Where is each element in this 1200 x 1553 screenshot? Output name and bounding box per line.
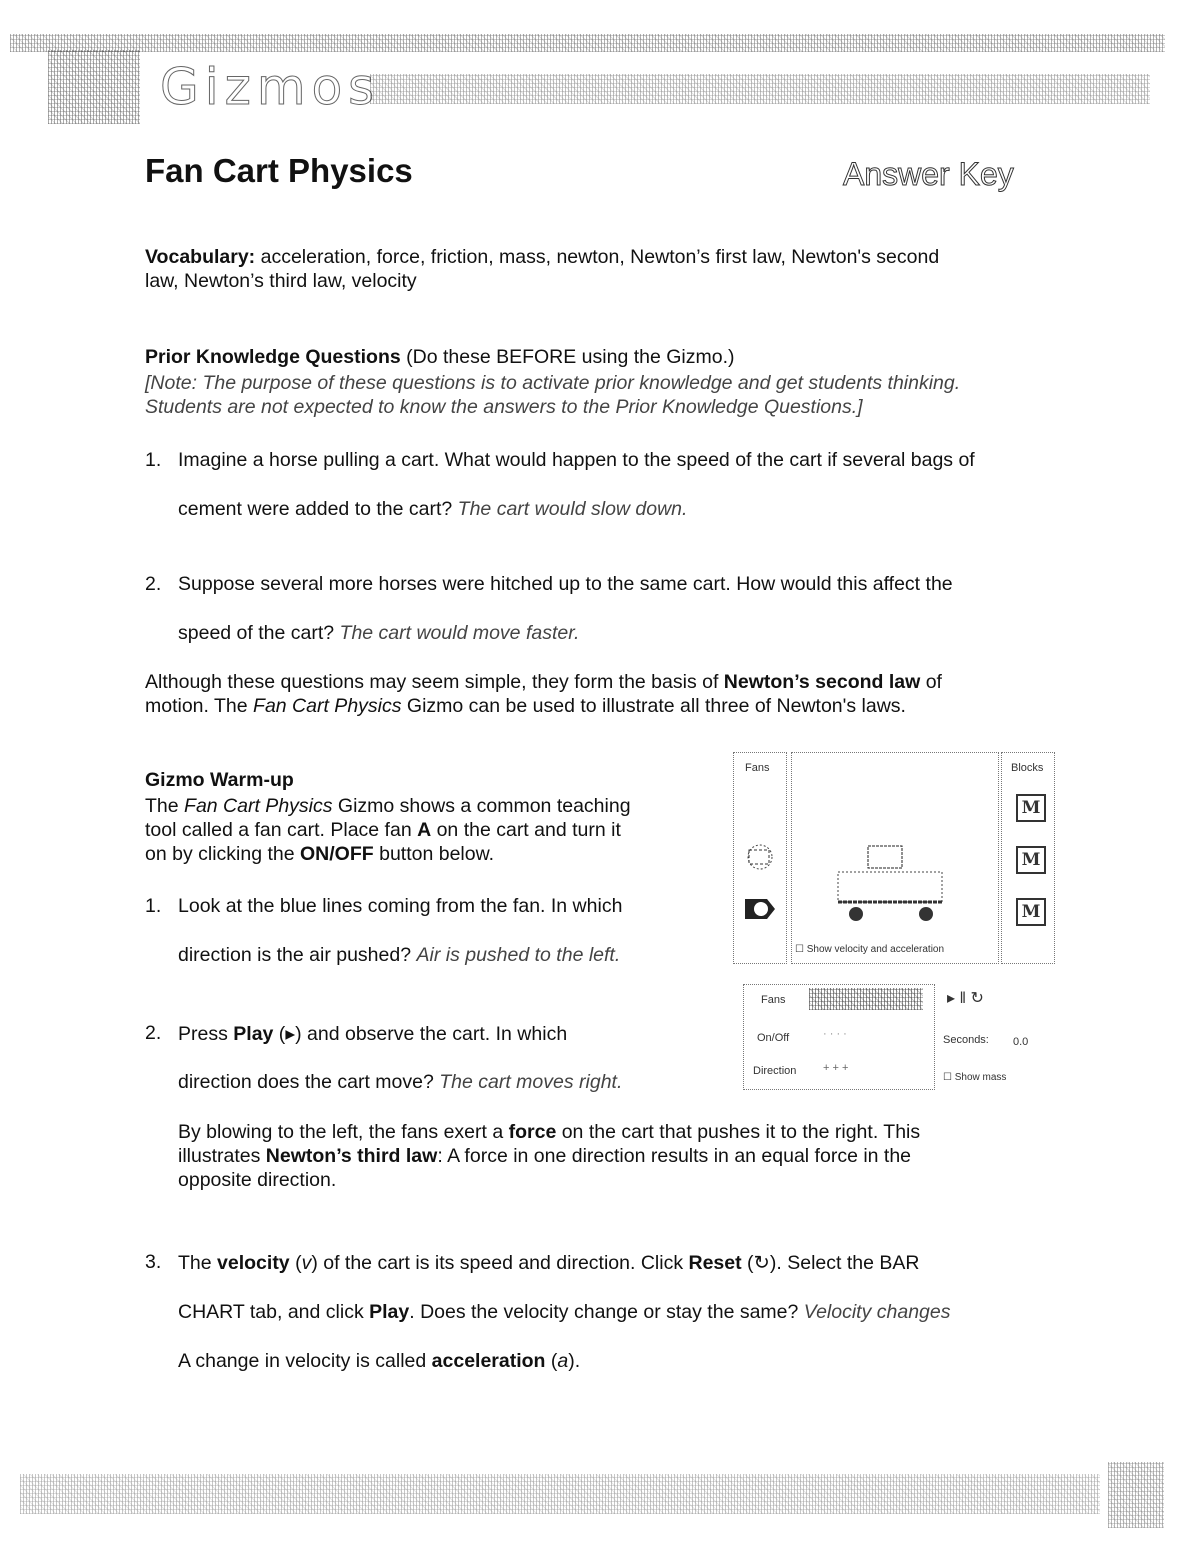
warmup-q3-number: 3. <box>145 1251 162 1273</box>
prior-note-line2: Students are not expected to know the answers to the Prior Knowledge Questions.] <box>145 396 863 418</box>
fans-label: Fans <box>745 762 770 774</box>
outro-bold-term: Newton’s second law <box>723 671 921 693</box>
q3-f: ( <box>741 1252 754 1274</box>
scan-footer-band <box>20 1474 1100 1514</box>
q3-l3a: A change in velocity is called <box>178 1350 432 1372</box>
play-icon: ▸ <box>285 1023 296 1045</box>
warmup-q1-line2 <box>178 944 620 967</box>
fan-b-icon <box>743 842 777 872</box>
third-law-a: By blowing to the left, the fans exert a <box>178 1121 509 1143</box>
q3-acceleration: acceleration <box>431 1350 546 1372</box>
footer-logo-icon <box>1108 1462 1164 1528</box>
q3-l3c: ( <box>545 1350 558 1372</box>
warmup-q2-d: ) and observe the cart. In which <box>295 1023 568 1045</box>
show-mass-label: Show mass <box>954 1072 1007 1083</box>
outro-line2-b: Gizmo can be used to illustrate all three of Newton's laws. <box>401 695 906 717</box>
warmup-l1b: Gizmo shows a common teaching <box>332 795 631 817</box>
warmup-q1-answer: Air is pushed to the left. <box>416 944 621 966</box>
fan-cart-icon <box>828 844 948 934</box>
playback-controls[interactable]: ▸ ‖ ↻ <box>947 990 984 1007</box>
vocabulary-line2: law, Newton’s third law, velocity <box>145 270 417 292</box>
third-law-force: force <box>508 1121 557 1143</box>
q3-play: Play <box>369 1301 410 1323</box>
prior-q2-line2 <box>178 622 579 645</box>
warmup-q3-line3 <box>178 1350 580 1373</box>
warmup-q3-line2 <box>178 1301 950 1324</box>
q3-v: v <box>301 1252 312 1274</box>
warmup-l3a: on by clicking the <box>145 843 301 865</box>
warmup-l2a: tool called a fan cart. Place fan <box>145 819 418 841</box>
mass-block-2[interactable]: M <box>1016 846 1046 874</box>
outro-text-2: of <box>920 671 942 693</box>
outro-line2-a: motion. The <box>145 695 254 717</box>
newton-third-law-paragraph <box>178 1120 1038 1192</box>
prior-note-line1: [Note: The purpose of these questions is to activate prior knowledge and get students thinking. <box>145 372 961 394</box>
warmup-q1-question-end: direction is the air pushed? <box>178 944 417 966</box>
warmup-q2-c: ( <box>273 1023 286 1045</box>
gizmos-logo-text: Gizmos <box>160 58 381 116</box>
q3-c: ( <box>289 1252 302 1274</box>
seconds-label: Seconds: <box>943 1034 989 1046</box>
warmup-q2-a: Press <box>178 1023 234 1045</box>
show-mass-checkbox[interactable]: ☐ Show mass <box>943 1072 1007 1083</box>
vocabulary-line1: acceleration, force, friction, mass, newton, Newton’s first law, Newton's second <box>255 246 940 268</box>
seconds-value: 0.0 <box>1013 1036 1029 1048</box>
warmup-gizmo-name: Fan Cart Physics <box>184 795 333 817</box>
warmup-onoff: ON/OFF <box>300 843 374 865</box>
warmup-l1a: The <box>145 795 185 817</box>
prior-q1-line2 <box>178 498 687 521</box>
fan-tabs-strip[interactable] <box>809 988 923 1010</box>
warmup-q2-question-end: direction does the cart move? <box>178 1071 440 1093</box>
gizmo-figure <box>733 752 1055 1092</box>
q3-a-symbol: a <box>557 1350 569 1372</box>
warmup-q2-line2 <box>178 1071 622 1094</box>
q3-l2c: . Does the velocity change or stay the same? <box>409 1301 804 1323</box>
q3-a: The <box>178 1252 218 1274</box>
outro-text-1: Although these questions may seem simple, they form the basis of <box>145 671 724 693</box>
q3-g: ). Select the BAR <box>769 1252 920 1274</box>
prior-q1-number: 1. <box>145 449 162 471</box>
prior-q2-question-end: speed of the cart? <box>178 622 340 644</box>
warmup-q1-line1: Look at the blue lines coming from the fan. In which <box>178 895 623 917</box>
warmup-intro <box>145 794 690 866</box>
warmup-q2-line1 <box>178 1022 567 1046</box>
q3-l3d: ). <box>568 1350 581 1372</box>
third-law-l2a: illustrates <box>178 1145 266 1167</box>
direction-toggles[interactable]: + + + <box>823 1062 849 1074</box>
prior-q1-question-end: cement were added to the cart? <box>178 498 458 520</box>
warmup-fan-a: A <box>417 819 432 841</box>
warmup-q1-number: 1. <box>145 895 162 917</box>
warmup-q3-line1 <box>178 1251 919 1275</box>
prior-q1-line1: Imagine a horse pulling a cart. What would happen to the speed of the cart if several bags of <box>178 449 975 471</box>
prior-q1-answer: The cart would slow down. <box>457 498 688 520</box>
warmup-l2b: on the cart and turn it <box>431 819 621 841</box>
prior-note <box>145 371 1085 419</box>
mass-block-3[interactable]: M <box>1016 898 1046 926</box>
vocabulary-label: Vocabulary: <box>145 246 256 268</box>
outro-gizmo-name: Fan Cart Physics <box>253 695 402 717</box>
third-law-l2c: : A force in one direction results in an equal force in the <box>437 1145 912 1167</box>
prior-knowledge-heading <box>145 345 1085 369</box>
q3-answer: Velocity changes <box>803 1301 951 1323</box>
q3-d: ) of the cart is its speed and direction. Click <box>311 1252 689 1274</box>
warmup-q2-answer: The cart moves right. <box>439 1071 623 1093</box>
scan-tagline-band <box>370 74 1150 104</box>
direction-label: Direction <box>753 1065 797 1077</box>
page-title: Fan Cart Physics <box>145 152 413 189</box>
answer-key-label: Answer Key <box>843 156 1014 192</box>
third-law-c: on the cart that pushes it to the right. This <box>556 1121 921 1143</box>
q3-reset: Reset <box>688 1252 742 1274</box>
warmup-q2-number: 2. <box>145 1022 162 1044</box>
warmup-heading-text: Gizmo Warm-up <box>145 769 294 791</box>
prior-q2-answer: The cart would move faster. <box>339 622 580 644</box>
q3-l2a: CHART tab, and click <box>178 1301 370 1323</box>
newton-second-law-paragraph <box>145 670 1045 718</box>
gizmos-logo-icon <box>48 50 140 124</box>
show-velocity-checkbox[interactable]: ☐ Show velocity and acceleration <box>795 944 945 955</box>
warmup-l3b: button below. <box>373 843 495 865</box>
mass-block-1[interactable]: M <box>1016 794 1046 822</box>
q3-velocity: velocity <box>217 1252 290 1274</box>
prior-heading-note: (Do these BEFORE using the Gizmo.) <box>400 346 735 368</box>
prior-q2-line1: Suppose several more horses were hitched up to the same cart. How would this affect the <box>178 573 953 595</box>
third-law-term: Newton’s third law <box>265 1145 438 1167</box>
warmup-q2-play: Play <box>233 1023 274 1045</box>
fans-control-label: Fans <box>761 994 786 1006</box>
prior-q2-number: 2. <box>145 573 162 595</box>
blocks-label: Blocks <box>1011 762 1044 774</box>
scan-header-band <box>10 34 1165 52</box>
onoff-label: On/Off <box>757 1032 790 1044</box>
fan-a-icon <box>741 894 779 924</box>
third-law-l3: opposite direction. <box>178 1169 337 1191</box>
show-velocity-label: Show velocity and acceleration <box>806 944 945 955</box>
reset-icon: ↻ <box>753 1252 770 1274</box>
warmup-heading <box>145 768 294 792</box>
onoff-toggles[interactable]: · · · · <box>823 1028 847 1040</box>
vocabulary-paragraph <box>145 245 1045 293</box>
prior-heading-bold: Prior Knowledge Questions <box>145 346 401 368</box>
